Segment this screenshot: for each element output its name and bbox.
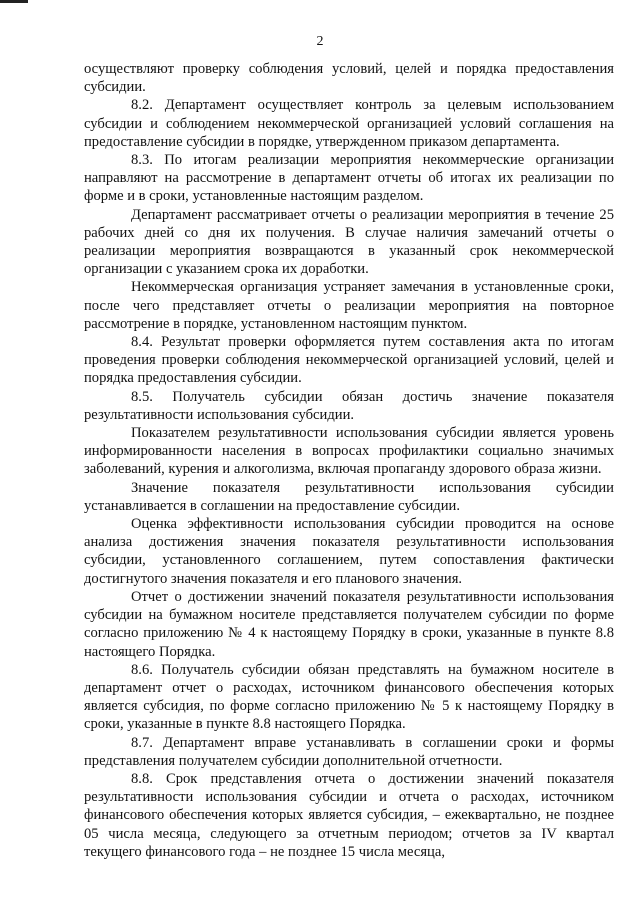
paragraph-8-2: 8.2. Департамент осуществляет контроль за целевым использованием субсидии и соблюдением некоммерческой организацией условий соглашения на предоставление субсидии в порядке, утвержденном приказом департамента. (84, 97, 614, 150)
paragraph-indicator-value: Значение показателя результативности использования субсидии устанавливается в соглашении на предоставление субсидии. (84, 479, 614, 514)
paragraph-8-3: 8.3. По итогам реализации мероприятия некоммерческие организации направляют на рассмотрение в департамент отчеты об итогах их реализации по форме и в сроки, установленные настоящим разделом. (84, 152, 614, 205)
paragraph-8-8: 8.8. Срок представления отчета о достижении значений показателя результативности использования субсидии и отчета о расходах, источником финансового обеспечения которых является субсидия, – ежеквартально, не позднее 05 числа месяца, следующего за отчетным периодом; отчетов за IV квартал текущего финансового года – не позднее 15 числа месяца, (84, 770, 614, 860)
paragraph-indicator-definition: Показателем результативности использования субсидии является уровень информированности населения в вопросах профилактики социально значимых заболеваний, курения и алкоголизма, включая пропаганду здорового образа жизни. (84, 425, 614, 478)
paragraph-remarks: Некоммерческая организация устраняет замечания в установленные сроки, после чего представляет отчеты о реализации мероприятия на повторное рассмотрение в порядке, установленном настоящим пунктом. (84, 279, 614, 332)
page-number: 2 (316, 34, 324, 49)
paragraph-8-6: 8.6. Получатель субсидии обязан представлять на бумажном носителе в департамент отчет о расходах, источником финансового обеспечения которых является субсидия, по форме согласно приложению № 5 к настоящему Порядку в сроки, указанные в пункте 8.8 настоящего Порядка. (84, 661, 614, 733)
paragraph-8-7: 8.7. Департамент вправе устанавливать в соглашении сроки и формы представления получателем субсидии дополнительной отчетности. (84, 734, 614, 769)
paragraph-indicator-report: Отчет о достижении значений показателя результативности использования субсидии на бумажном носителе представляется получателем субсидии по форме согласно приложению № 4 к настоящему Порядку в сроки, указанные в пункте 8.8 настоящего Порядка. (84, 588, 614, 660)
document-body (84, 60, 614, 861)
paragraph-report-review: Департамент рассматривает отчеты о реализации мероприятия в течение 25 рабочих дней со дня их получения. В случае наличия замечаний отчеты о реализации мероприятия возвращаются в указанный срок некоммерческой организации с указанием срока их доработки. (84, 206, 614, 278)
paragraph-efficiency-evaluation: Оценка эффективности использования субсидии проводится на основе анализа достижения значения показателя результативности использования субсидии, установленного соглашением, путем сопоставления фактически достигнутого значения показателя и его планового значения. (84, 516, 614, 587)
paragraph-8-4: 8.4. Результат проверки оформляется путем составления акта по итогам проведения проверки соблюдения некоммерческой организацией условий, целей и порядка предоставления субсидии. (84, 334, 614, 387)
paragraph-continuation: осуществляют проверку соблюдения условий, целей и порядка предоставления субсидии. (84, 61, 614, 96)
paragraph-8-5: 8.5. Получатель субсидии обязан достичь значение показателя результативности использования субсидии. (84, 388, 614, 423)
corner-mark (0, 0, 28, 3)
